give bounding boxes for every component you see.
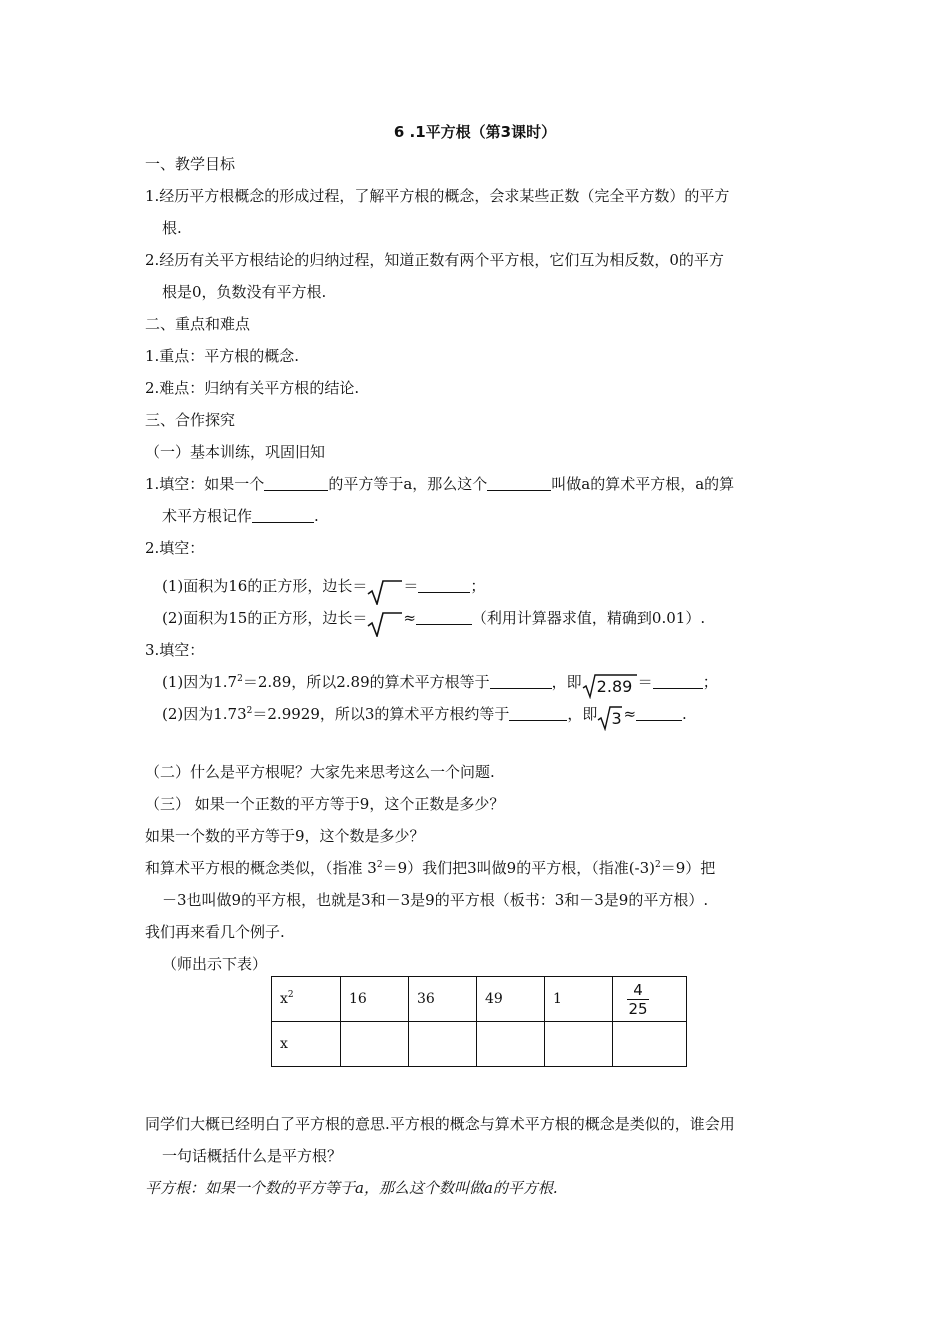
goal-2-line-1: 2.经历有关平方根结论的归纳过程，知道正数有两个平方根，它们互为相反数，0的平方 (145, 251, 724, 269)
table-cell-fraction (613, 977, 687, 1022)
goal-2-line-2: 根是0，负数没有平方根. (162, 283, 327, 301)
table-row (272, 977, 687, 1022)
sqrt-expression (582, 677, 638, 697)
question-2-1-text-c: ； (470, 577, 486, 595)
blank-notation (252, 507, 314, 523)
table-cell (341, 1022, 409, 1067)
question-2-2-text-a: (2)面积为15的正方形，边长＝ (162, 609, 368, 627)
exponent: 2 (246, 706, 253, 716)
question-1-text-a: 1.填空：如果一个 (145, 475, 265, 493)
analogy-text-a: 和算术平方根的概念类似，（指准 3 (145, 859, 377, 877)
keypoint-2: 2.难点：归纳有关平方根的结论. (145, 379, 360, 397)
section-heading-keypoints: 二、重点和难点 (145, 315, 251, 333)
blank-approx (416, 609, 472, 625)
part1-heading: （一）基本训练，巩固旧知 (145, 443, 326, 461)
question-1-line-1 (145, 474, 734, 494)
sqrt-sign (367, 579, 403, 605)
fraction-numerator: 4 (633, 980, 643, 999)
question-2-1-text-a: (1)面积为16的正方形，边长＝ (162, 577, 368, 595)
table-cell-label: x (272, 1022, 341, 1067)
blank-number (487, 475, 551, 491)
section-heading-explore: 三、合作探究 (145, 411, 236, 429)
radicand: 3 (611, 709, 622, 728)
sqrt-sign (367, 611, 403, 637)
table-cell (545, 1022, 613, 1067)
table-cell: 36 (409, 977, 477, 1022)
question-1-text-d: 术平方根记作 (162, 507, 253, 525)
row-label: x (280, 991, 288, 1007)
paragraph-examples: 我们再来看几个例子. (145, 923, 285, 941)
exponent: 2 (655, 860, 661, 870)
closing-line-1: 同学们大概已经明白了平方根的意思.平方根的概念与算术平方根的概念是类似的，谁会用 (145, 1115, 735, 1133)
table-caption: （师出示下表） (162, 955, 268, 973)
question-3-2-text-a: (2)因为1.73 (162, 705, 247, 723)
blank-root (509, 705, 567, 721)
table-cell: 1 (545, 977, 613, 1022)
question-1-text-c: 叫做a的算术平方根，a的算 (551, 475, 735, 493)
square-table (271, 976, 687, 1067)
part3-heading: （三） 如果一个正数的平方等于9，这个正数是多少？ (145, 795, 505, 813)
question-2-2-text-c: （利用计算器求值，精确到0.01）. (471, 609, 706, 627)
question-3-1-text-c: ，即 (551, 673, 582, 691)
sqrt-expression (597, 709, 623, 729)
analogy-text-b: ＝9）我们把3叫做9的平方根，（指准(-3) (382, 859, 656, 877)
definition: 平方根：如果一个数的平方等于a，那么这个数叫做a的平方根. (145, 1179, 558, 1197)
table-cell (613, 1022, 687, 1067)
table-row (272, 1022, 687, 1067)
question-3-item-1 (162, 672, 718, 697)
question-3-label: 3.填空： (145, 641, 205, 659)
question-2-item-2 (162, 608, 705, 637)
question-3-2-text-e: . (682, 705, 687, 723)
goal-1-line-1: 1.经历平方根概念的形成过程，了解平方根的概念，会求某些正数（完全平方数）的平方 (145, 187, 730, 205)
blank-value (653, 673, 703, 689)
fraction-denominator: 25 (628, 999, 648, 1018)
closing-line-2: 一句话概括什么是平方根？ (162, 1147, 343, 1165)
blank-number (264, 475, 328, 491)
part2-heading: （二）什么是平方根呢？大家先来思考这么一个问题. (145, 763, 495, 781)
paragraph-analogy-line-2: －3也叫做9的平方根，也就是3和－3是9的平方根（板书：3和－3是9的平方根）. (162, 891, 709, 909)
question-3-1-text-a: (1)因为1.7 (162, 673, 238, 691)
table-cell (409, 1022, 477, 1067)
section-heading-goals: 一、教学目标 (145, 155, 236, 173)
question-2-1-text-b: ＝ (403, 577, 419, 595)
question-3-1-text-e: ； (702, 673, 718, 691)
exponent: 2 (287, 990, 294, 1000)
question-3-2-text-d: ≈ (623, 705, 637, 723)
question-2-item-1 (162, 576, 485, 605)
question-1-text-e: . (314, 507, 319, 525)
fraction (627, 981, 649, 1018)
analogy-text-c: ＝9）把 (660, 859, 716, 877)
keypoint-1: 1.重点：平方根的概念. (145, 347, 300, 365)
radicand: 2.89 (596, 677, 633, 696)
blank-root (490, 673, 552, 689)
table-cell-label (272, 977, 341, 1022)
question-3-item-2 (162, 704, 687, 729)
table-cell: 16 (341, 977, 409, 1022)
question-1-line-2 (162, 506, 319, 526)
question-2-2-text-b: ≈ (403, 609, 416, 627)
question-1-text-b: 的平方等于a，那么这个 (328, 475, 488, 493)
question-3-1-text-b: ＝2.89，所以2.89的算术平方根等于 (242, 673, 490, 691)
blank-value (636, 705, 682, 721)
question-3-2-text-c: ，即 (567, 705, 598, 723)
exponent: 2 (376, 860, 383, 870)
question-2-label: 2.填空： (145, 539, 205, 557)
table-cell: 49 (477, 977, 545, 1022)
blank-side-length (418, 577, 470, 593)
goal-1-line-2: 根. (162, 219, 182, 237)
exponent: 2 (237, 674, 243, 684)
question-3-2-text-b: ＝2.9929，所以3的算术平方根约等于 (252, 705, 510, 723)
paragraph-analogy-line-1 (145, 858, 715, 878)
paragraph-question: 如果一个数的平方等于9，这个数是多少？ (145, 827, 425, 845)
page-title: 6 .1平方根（第3课时） (393, 123, 557, 141)
table-cell (477, 1022, 545, 1067)
question-3-1-text-d: ＝ (637, 673, 653, 691)
